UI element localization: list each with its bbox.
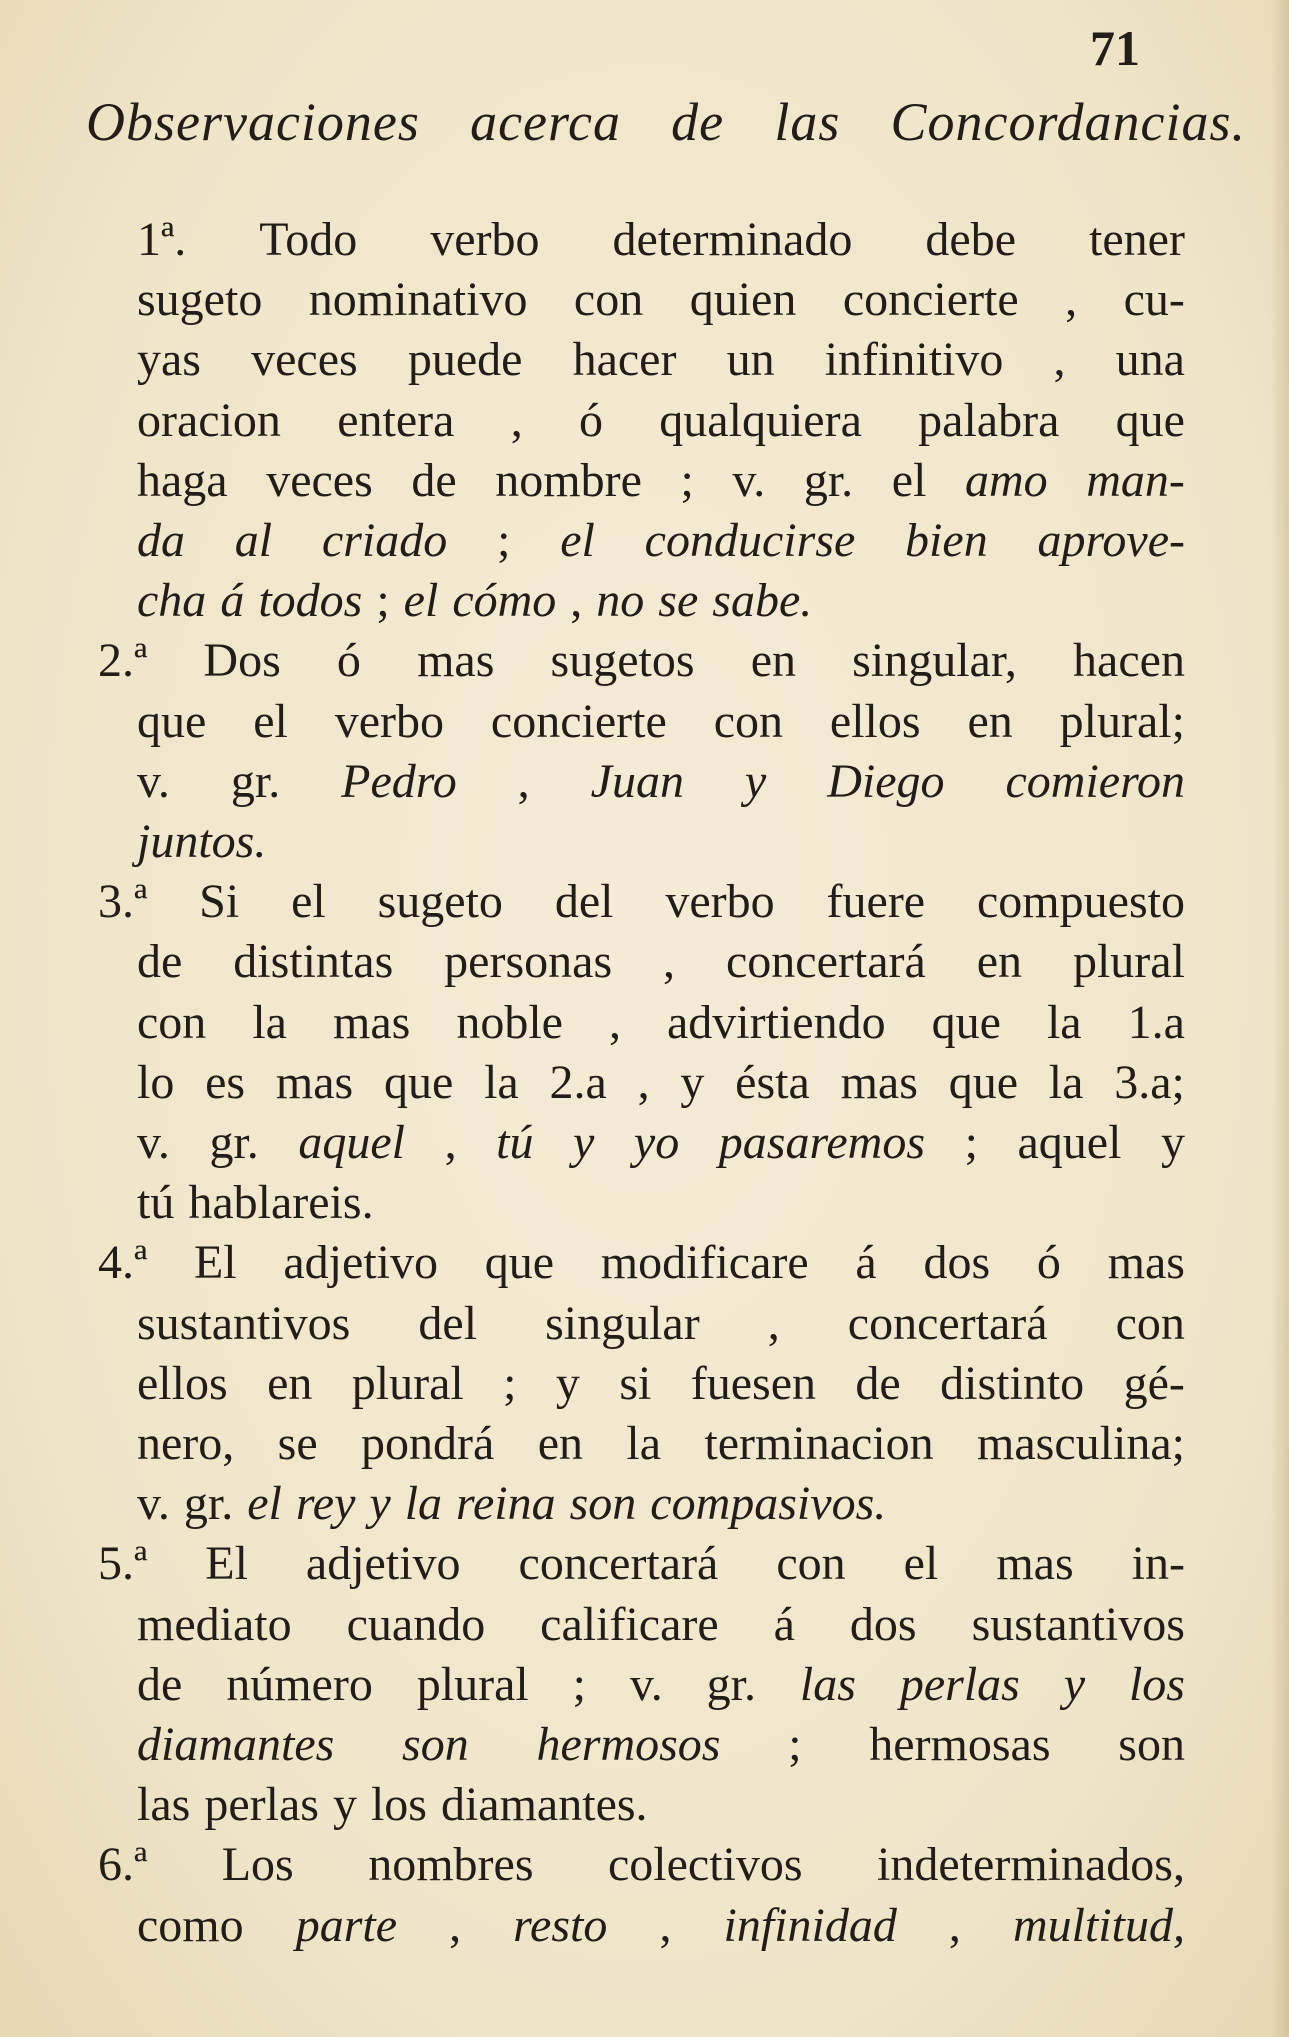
word: , xyxy=(659,1898,672,1952)
word: debe xyxy=(925,213,1017,266)
word: mas xyxy=(996,1537,1074,1591)
text-line xyxy=(137,1777,1185,1833)
word: 6.ª xyxy=(98,1838,148,1892)
word: amo xyxy=(964,453,1048,507)
word: singular xyxy=(545,1296,700,1350)
word: mas xyxy=(275,1055,354,1109)
text-line xyxy=(98,1837,1185,1893)
word: la xyxy=(626,1417,662,1470)
text-line xyxy=(137,1175,1185,1231)
page-edge-shadow xyxy=(1271,0,1289,2037)
word: las xyxy=(137,1778,191,1832)
word: pondrá xyxy=(361,1417,495,1470)
word: un xyxy=(726,333,775,387)
text-line xyxy=(137,694,1185,750)
word: aquel xyxy=(1017,1116,1122,1169)
word: se xyxy=(277,1417,318,1470)
word: yo xyxy=(633,1116,680,1169)
word: man- xyxy=(1086,453,1185,507)
word: la xyxy=(252,995,287,1049)
word: el xyxy=(560,514,595,567)
word: ésta xyxy=(735,1055,810,1109)
word: gé- xyxy=(1123,1356,1185,1410)
word: con xyxy=(573,273,644,327)
word: número xyxy=(226,1657,373,1711)
word: cómo xyxy=(452,574,557,628)
word: , xyxy=(517,754,530,808)
word: de xyxy=(137,935,183,989)
word: y xyxy=(1063,1657,1086,1711)
word: mas xyxy=(840,1055,918,1109)
word: diamantes. xyxy=(440,1778,648,1832)
word: á xyxy=(855,1236,877,1290)
word: á xyxy=(220,574,245,628)
word: la xyxy=(404,1477,443,1531)
word: los xyxy=(370,1778,427,1832)
word: á xyxy=(773,1597,795,1651)
text-line xyxy=(137,272,1185,328)
word: mas xyxy=(1107,1236,1185,1290)
word: cu- xyxy=(1123,273,1185,327)
word: hacen xyxy=(1073,634,1185,688)
word: ; xyxy=(497,514,511,567)
word: personas xyxy=(444,935,613,989)
word: y xyxy=(1161,1116,1185,1169)
word: concertará xyxy=(725,935,926,989)
word: es xyxy=(205,1055,246,1109)
word: puede xyxy=(407,333,523,387)
word: plural xyxy=(351,1356,464,1410)
word: con xyxy=(1115,1296,1185,1350)
word: plural xyxy=(416,1657,529,1711)
word: nero, xyxy=(137,1417,235,1470)
word: advirtiendo xyxy=(667,995,886,1049)
word: yas xyxy=(137,333,201,387)
text-line xyxy=(98,1235,1185,1291)
word: el xyxy=(253,694,288,748)
word: reina xyxy=(456,1477,556,1531)
text-line xyxy=(137,1898,1185,1954)
word: 1.a xyxy=(1127,995,1185,1049)
word: ellos xyxy=(137,1356,228,1410)
word: tener xyxy=(1089,213,1185,266)
word: ó xyxy=(336,634,361,688)
word: aprove- xyxy=(1037,514,1185,567)
word: ; xyxy=(572,1657,586,1711)
word: distintas xyxy=(233,935,394,989)
word: criado xyxy=(321,514,448,567)
word: sugeto xyxy=(377,875,503,929)
text-line xyxy=(137,453,1185,509)
word: la xyxy=(1046,995,1082,1049)
word: perlas xyxy=(204,1778,319,1832)
word: colectivos xyxy=(607,1838,803,1892)
word: veces xyxy=(266,453,373,507)
text-line xyxy=(137,1115,1185,1171)
word: ; xyxy=(680,453,694,507)
word: v. xyxy=(137,1477,170,1531)
word: nombre xyxy=(495,453,642,507)
word: gr. xyxy=(230,754,281,808)
word: cuando xyxy=(346,1597,486,1651)
word: nominativo xyxy=(308,273,528,327)
word: y xyxy=(332,1778,357,1832)
word: El xyxy=(205,1537,248,1591)
word: el xyxy=(891,453,927,507)
word: el xyxy=(903,1537,939,1591)
text-line xyxy=(137,332,1185,388)
text-line xyxy=(137,1356,1185,1412)
text-line xyxy=(137,513,1185,569)
word: Los xyxy=(221,1838,294,1892)
word: veces xyxy=(251,333,358,387)
word: gr. xyxy=(706,1657,757,1711)
word: v. xyxy=(137,1116,170,1169)
page-number: 71 xyxy=(1090,20,1140,76)
word: los xyxy=(1128,1657,1185,1711)
word: hermosos xyxy=(536,1718,721,1771)
word: , xyxy=(444,1116,457,1169)
text-line xyxy=(137,934,1185,990)
word: ellos xyxy=(829,694,921,748)
word: en xyxy=(750,634,797,688)
word: en xyxy=(537,1417,584,1470)
word: son xyxy=(1118,1718,1185,1771)
word: con xyxy=(776,1537,846,1591)
word: quien xyxy=(689,273,797,327)
word: , xyxy=(1065,273,1078,327)
word: sustantivos xyxy=(971,1597,1185,1651)
word: una xyxy=(1115,333,1185,387)
word: el xyxy=(247,1477,282,1531)
text-line xyxy=(137,1657,1185,1713)
word: v. xyxy=(732,453,766,507)
word: con xyxy=(713,694,783,748)
word: , xyxy=(767,1296,780,1350)
word: , xyxy=(510,393,523,447)
word: conducirse xyxy=(644,514,856,567)
word: que xyxy=(484,1236,555,1290)
word: dos xyxy=(849,1597,917,1651)
word: , xyxy=(663,935,676,989)
word: ó xyxy=(579,393,604,447)
word: parte xyxy=(295,1898,398,1952)
word: 2.a xyxy=(549,1055,607,1109)
word: en xyxy=(976,935,1023,989)
word: las xyxy=(799,1657,856,1711)
word: y xyxy=(680,1055,705,1109)
text-line xyxy=(98,633,1185,689)
word: v. xyxy=(629,1657,663,1711)
word: del xyxy=(554,875,614,929)
word: Si xyxy=(199,875,240,929)
word: mediato xyxy=(137,1597,292,1651)
word: 4.ª xyxy=(98,1236,148,1290)
word: en xyxy=(967,694,1013,748)
word: juntos. xyxy=(137,815,267,868)
word: , xyxy=(1053,333,1066,387)
word: comieron xyxy=(1005,754,1185,808)
word: son xyxy=(402,1718,469,1771)
word: El xyxy=(193,1236,237,1290)
word: todos xyxy=(258,574,363,628)
word: diamantes xyxy=(137,1718,335,1771)
word: singular, xyxy=(852,634,1017,688)
word: mas xyxy=(332,995,411,1049)
word: del xyxy=(418,1296,478,1350)
word: concierte xyxy=(490,694,667,748)
word: y xyxy=(573,1116,595,1169)
word: plural; xyxy=(1059,694,1185,748)
word: terminacion xyxy=(704,1417,934,1470)
word: que xyxy=(137,694,207,748)
word: rey xyxy=(295,1477,356,1531)
word: bien xyxy=(905,514,988,567)
word: indeterminados, xyxy=(877,1838,1185,1892)
word: plural xyxy=(1072,935,1185,989)
word: verbo xyxy=(334,694,445,748)
word: nombres xyxy=(368,1838,534,1892)
word: tú xyxy=(137,1176,175,1230)
word: gr. xyxy=(183,1477,234,1531)
word: gr. xyxy=(803,453,854,507)
word: Pedro xyxy=(341,754,457,808)
word: sugeto xyxy=(137,273,263,327)
text-line xyxy=(137,1476,1185,1532)
word: modificare xyxy=(600,1236,809,1290)
word: ; xyxy=(964,1116,978,1169)
word: compasivos. xyxy=(650,1477,887,1531)
word: de xyxy=(855,1356,901,1410)
word: perlas xyxy=(899,1657,1020,1711)
word: son xyxy=(569,1477,637,1531)
word: la xyxy=(484,1055,519,1109)
word: entera xyxy=(337,393,455,447)
word: calificare xyxy=(540,1597,719,1651)
text-line xyxy=(137,393,1185,449)
word: 1ª. xyxy=(137,213,187,266)
word: con xyxy=(137,995,207,1049)
word: infinidad xyxy=(723,1898,897,1952)
word: cha xyxy=(137,574,207,628)
page-header: Observaciones acerca de las Concordancias. xyxy=(86,92,1246,152)
word: palabra xyxy=(918,393,1060,447)
word: pasaremos xyxy=(718,1116,926,1169)
word: sabe. xyxy=(712,574,813,628)
word: adjetivo xyxy=(283,1236,438,1290)
word: infinitivo xyxy=(824,333,1004,387)
text-line xyxy=(98,874,1185,930)
word: el xyxy=(291,875,326,929)
word: distinto xyxy=(940,1356,1085,1410)
word: haga xyxy=(137,453,228,507)
word: verbo xyxy=(665,875,775,929)
word: se xyxy=(658,574,699,628)
word: Diego xyxy=(827,754,945,808)
word: oracion xyxy=(137,393,281,447)
word: ; xyxy=(376,574,390,628)
word: como xyxy=(137,1898,244,1952)
word: hablareis. xyxy=(188,1176,374,1230)
word: hacer xyxy=(572,333,677,387)
word: de xyxy=(137,1657,183,1711)
word: multitud, xyxy=(1012,1898,1185,1952)
word: que xyxy=(384,1055,454,1109)
word: gr. xyxy=(209,1116,259,1169)
text-line xyxy=(137,814,1185,870)
word: y xyxy=(744,754,767,808)
text-line xyxy=(137,1717,1185,1773)
word: Todo xyxy=(259,213,358,266)
word: , xyxy=(570,574,583,628)
word: in- xyxy=(1131,1537,1185,1591)
word: dos xyxy=(923,1236,991,1290)
word: , xyxy=(948,1898,961,1952)
word: qualquiera xyxy=(659,393,862,447)
word: da xyxy=(137,514,185,567)
text-line xyxy=(137,754,1185,810)
word: , xyxy=(637,1055,650,1109)
word: 3.ª xyxy=(98,875,148,929)
word: determinado xyxy=(612,213,853,266)
word: y xyxy=(369,1477,391,1531)
word: masculina; xyxy=(977,1417,1185,1470)
text-line xyxy=(137,573,1185,629)
word: , xyxy=(449,1898,462,1952)
word: v. xyxy=(137,754,170,808)
word: noble xyxy=(456,995,563,1049)
word: fuere xyxy=(826,875,926,929)
word: al xyxy=(234,514,273,567)
text-line xyxy=(98,1536,1185,1592)
word: 3.a; xyxy=(1114,1055,1185,1109)
text-line xyxy=(137,1416,1185,1472)
word: ; xyxy=(503,1356,517,1410)
word: resto xyxy=(513,1898,608,1952)
word: 5.ª xyxy=(98,1537,148,1591)
word: hermosas xyxy=(869,1718,1051,1771)
word: 2.ª xyxy=(98,634,148,688)
word: concierte xyxy=(842,273,1019,327)
word: concertará xyxy=(847,1296,1048,1350)
word: que xyxy=(948,1055,1018,1109)
word: tú xyxy=(496,1116,534,1169)
word: que xyxy=(931,995,1001,1049)
word: fuesen xyxy=(690,1356,817,1410)
word: en xyxy=(267,1356,313,1410)
word: adjetivo xyxy=(305,1537,461,1591)
word: ; xyxy=(788,1718,802,1771)
word: verbo xyxy=(430,213,540,266)
text-line xyxy=(137,1055,1185,1111)
word: , xyxy=(608,995,621,1049)
word: concertará xyxy=(518,1537,719,1591)
word: mas xyxy=(417,634,495,688)
text-line xyxy=(137,1597,1185,1653)
text-line xyxy=(137,212,1185,268)
word: lo xyxy=(137,1055,175,1109)
word: sustantivos xyxy=(137,1296,351,1350)
word: la xyxy=(1048,1055,1084,1109)
word: no xyxy=(596,574,645,628)
word: Dos xyxy=(203,634,281,688)
word: si xyxy=(619,1356,652,1410)
word: sugetos xyxy=(550,634,695,688)
text-line xyxy=(137,995,1185,1051)
text-line xyxy=(137,1296,1185,1352)
word: compuesto xyxy=(977,875,1185,929)
word: aquel xyxy=(298,1116,405,1169)
word: Juan xyxy=(590,754,684,808)
word: de xyxy=(411,453,457,507)
word: que xyxy=(1115,393,1185,447)
word: ó xyxy=(1036,1236,1061,1290)
word: el xyxy=(403,574,439,628)
word: y xyxy=(555,1356,580,1410)
